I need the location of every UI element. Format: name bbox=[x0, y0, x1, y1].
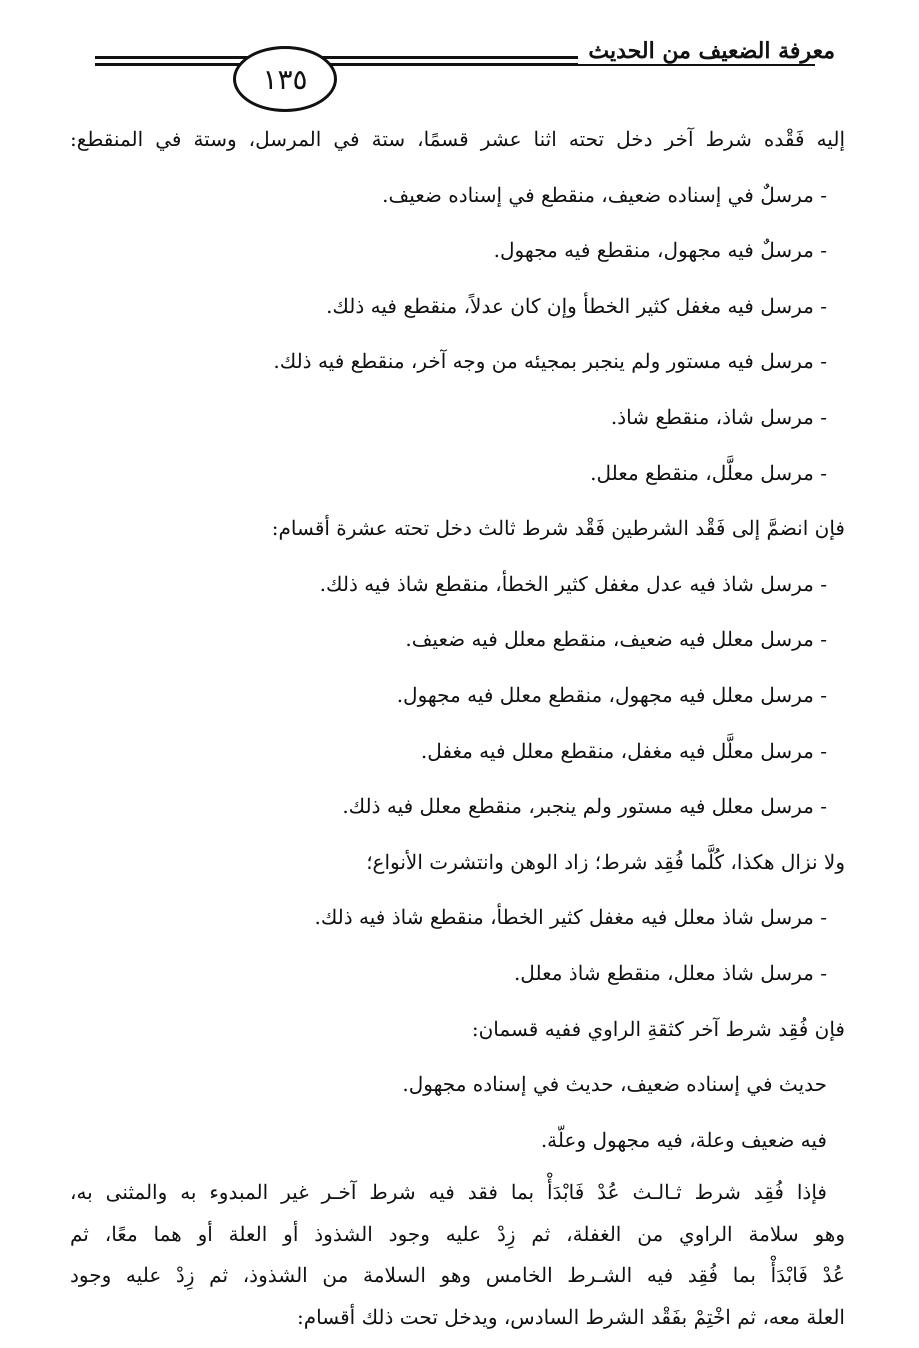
list-item: - مرسل معلل فيه مستور ولم ينجبر، منقطع معلل فيه ذلك. bbox=[342, 794, 827, 819]
list-item: - مرسل معلل فيه ضعيف، منقطع معلل فيه ضعيف. bbox=[405, 627, 827, 652]
list-item: - مرسل شاذ معلل، منقطع شاذ معلل. bbox=[513, 960, 827, 985]
page-number: ١٣٥ bbox=[233, 46, 337, 112]
list-item: - مرسل شاذ معلل فيه مغفل كثير الخطأ، منقطع شاذ فيه ذلك. bbox=[314, 905, 827, 930]
list-item: - مرسل معلَّل فيه مغفل، منقطع معلل فيه مغفل. bbox=[420, 738, 827, 763]
list-item: حديث في إسناده ضعيف، حديث في إسناده مجهول. bbox=[402, 1072, 827, 1097]
running-title: معرفة الضعيف من الحديث bbox=[578, 38, 835, 64]
body-line: إليه فَقْده شرط آخر دخل تحته اثنا عشر قسمًا، ستة في المرسل، وستة في المنقطع: bbox=[70, 127, 845, 151]
paragraph-line: العلة معه، ثم اخْتِمْ بفَقْد الشرط السادس، ويدخل تحت ذلك أقسام: bbox=[297, 1304, 845, 1329]
page-body bbox=[70, 112, 845, 1338]
list-item: - مرسل فيه مستور ولم ينجبر بمجيئه من وجه آخر، منقطع فيه ذلك. bbox=[273, 349, 827, 374]
list-item: - مرسل شاذ فيه عدل مغفل كثير الخطأ، منقطع شاذ فيه ذلك. bbox=[319, 571, 827, 596]
page-header bbox=[95, 28, 835, 98]
list-item: - مرسل شاذ، منقطع شاذ. bbox=[610, 404, 827, 429]
list-item: - مرسلٌ في إسناده ضعيف، منقطع في إسناده ضعيف. bbox=[382, 182, 827, 207]
body-line: فإن فُقِد شرط آخر كثقةِ الراوي ففيه قسمان: bbox=[471, 1016, 845, 1041]
list-item: - مرسل معلل فيه مجهول، منقطع معلل فيه مجهول. bbox=[396, 682, 827, 707]
list-item: فيه ضعيف وعلة، فيه مجهول وعلّة. bbox=[540, 1127, 827, 1152]
paragraph-line: فإذا فُقِد شرط ثـالـث عُدْ فَابْدَأْ بما فقد فيه شرط آخـر غير المبدوء به والمثنى به، bbox=[70, 1180, 827, 1205]
closing-paragraph bbox=[70, 1172, 845, 1338]
list-item: - مرسل معلَّل، منقطع معلل. bbox=[590, 460, 827, 485]
paragraph-line: عُدْ فَابْدَأْ بما فُقِد فيه الشـرط الخامس وهو السلامة من الشذوذ، ثم زِدْ عليه وجود bbox=[70, 1263, 845, 1288]
list-item: - مرسل فيه مغفل كثير الخطأ وإن كان عدلاً، منقطع فيه ذلك. bbox=[326, 293, 827, 318]
paragraph-line: وهو سلامة الراوي من الغفلة، ثم زِدْ عليه وجود الشذوذ أو العلة أو هما معًا، ثم bbox=[70, 1221, 845, 1246]
body-line: ولا نزال هكذا، كُلَّما فُقِد شرط؛ زاد الوهن وانتشرت الأنواع؛ bbox=[366, 849, 845, 874]
body-line: فإن انضمَّ إلى فَقْد الشرطين فَقْد شرط ثالث دخل تحته عشرة أقسام: bbox=[271, 516, 845, 541]
list-item: - مرسلٌ فيه مجهول، منقطع فيه مجهول. bbox=[493, 238, 827, 263]
